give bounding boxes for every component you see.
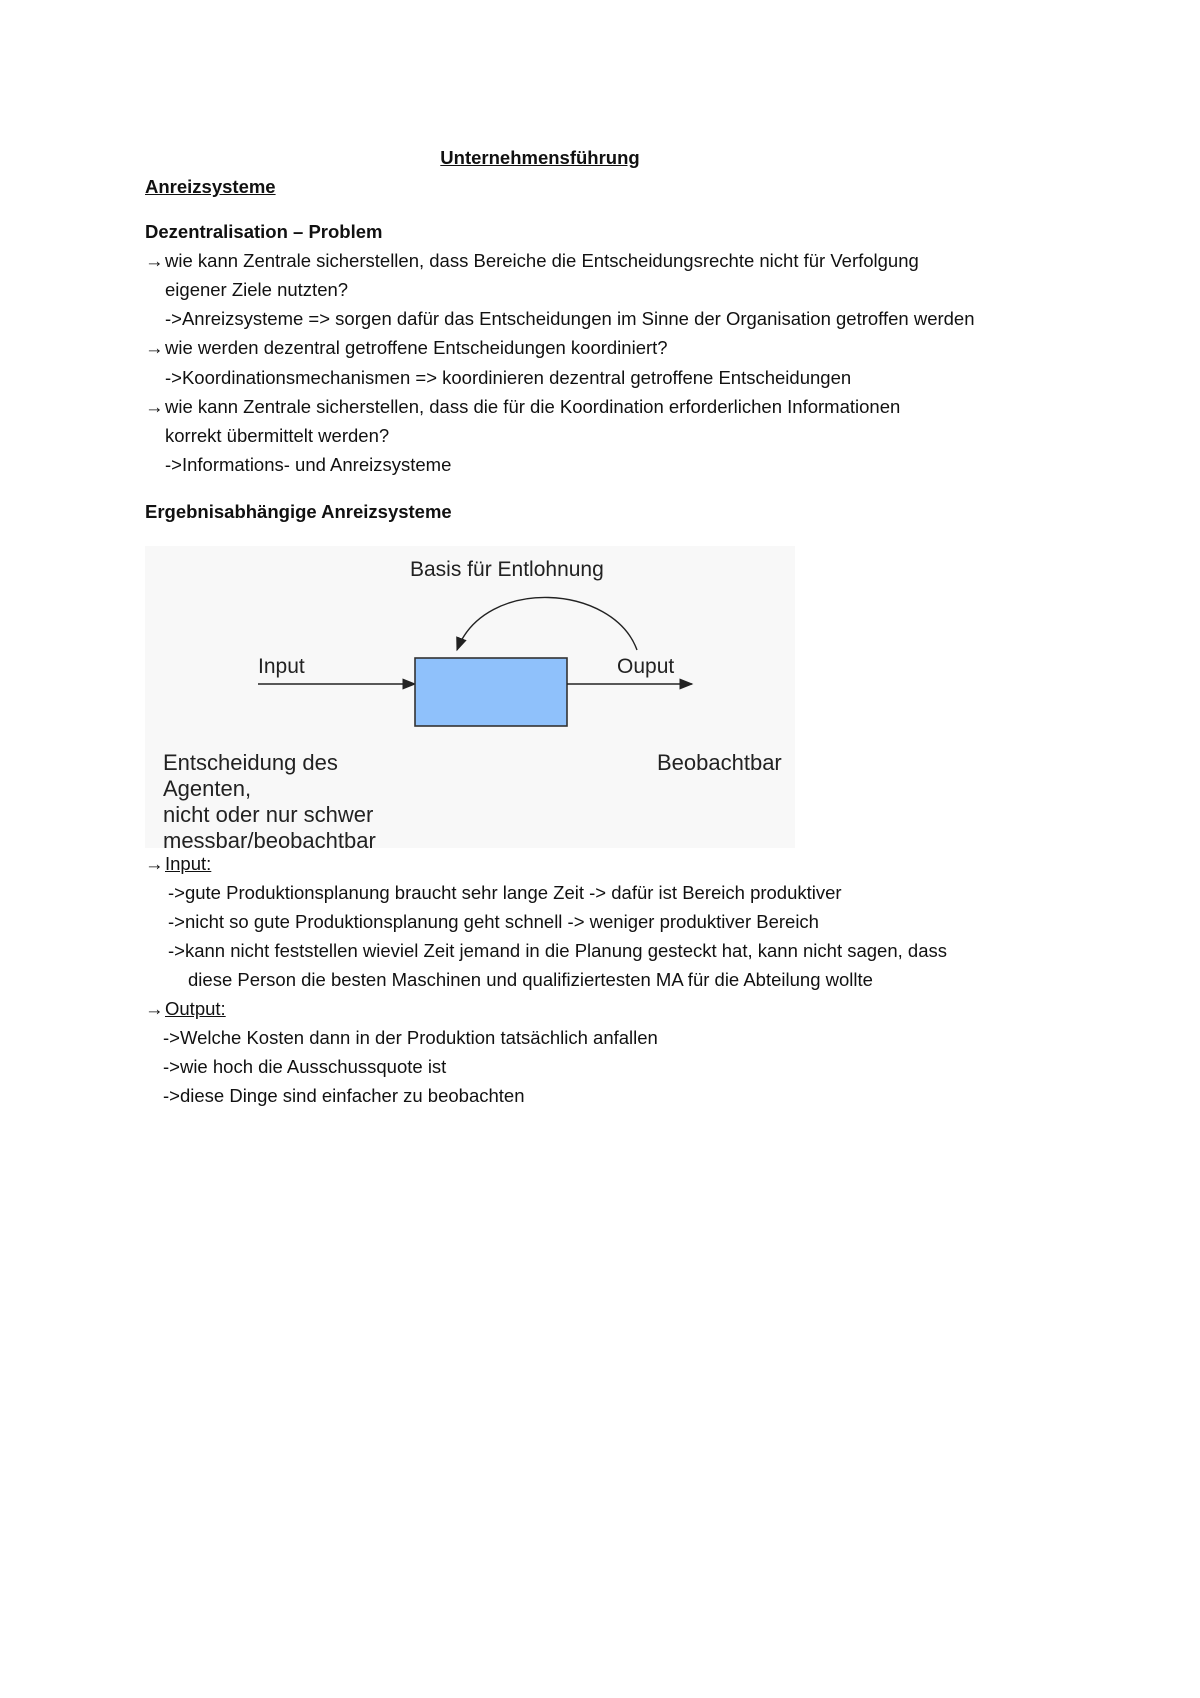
process-box: [415, 658, 567, 726]
text-line: ->diese Dinge sind einfacher zu beobachten: [163, 1085, 525, 1106]
heading-anreizsysteme: Anreizsysteme: [145, 176, 276, 197]
text-line: ->wie hoch die Ausschussquote ist: [163, 1056, 447, 1077]
text-line: eigener Ziele nutzten?: [165, 279, 349, 300]
output-heading: Output:: [165, 998, 226, 1019]
text-line: ->Anreizsysteme => sorgen dafür das Entscheidungen im Sinne der Organisation getroffen werden: [165, 308, 975, 329]
arrow-icon: →: [145, 853, 164, 874]
text-line: ->gute Produktionsplanung braucht sehr lange Zeit -> dafür ist Bereich produktiver: [168, 882, 842, 903]
text-line: diese Person die besten Maschinen und qualifiziertesten MA für die Abteilung wollte: [188, 969, 873, 990]
diagram-figure: [145, 546, 795, 848]
text-line: ->Koordinationsmechanismen => koordinieren dezentral getroffene Entscheidungen: [165, 367, 852, 388]
text-line: ->kann nicht feststellen wieviel Zeit jemand in die Planung gesteckt hat, kann nicht sagen, dass: [168, 940, 947, 961]
heading-ergebnisabhaengig: Ergebnisabhängige Anreizsysteme: [145, 501, 452, 522]
diagram-right-caption: Beobachtbar: [657, 750, 782, 775]
bullet-line: →wie werden dezentral getroffene Entscheidungen koordiniert?: [145, 337, 668, 358]
bullet-line: →wie kann Zentrale sicherstellen, dass die für die Koordination erforderlichen Informationen: [145, 396, 901, 417]
diagram-output-label: Ouput: [617, 655, 675, 678]
page-title: Unternehmensführung: [440, 147, 640, 168]
text-line: korrekt übermittelt werden?: [165, 425, 390, 446]
feedback-arc: [457, 597, 637, 650]
bullet-line: [145, 852, 211, 876]
arrow-icon: →: [145, 396, 164, 417]
text-line: ->nicht so gute Produktionsplanung geht schnell -> weniger produktiver Bereich: [168, 911, 819, 932]
bullet-line: [145, 997, 226, 1021]
text-line: ->Welche Kosten dann in der Produktion tatsächlich anfallen: [163, 1027, 658, 1048]
heading-dezentralisation: Dezentralisation – Problem: [145, 221, 383, 242]
input-heading: Input:: [165, 853, 212, 874]
arrow-icon: →: [145, 337, 164, 358]
diagram-left-caption-2: Agenten,: [163, 776, 252, 801]
diagram-left-caption-4: messbar/beobachtbar: [163, 828, 376, 848]
diagram-top-label: Basis für Entlohnung: [410, 558, 604, 581]
arrow-icon: →: [145, 998, 164, 1019]
bullet-line: →wie kann Zentrale sicherstellen, dass Bereiche die Entscheidungsrechte nicht für Verfolgung: [145, 250, 919, 271]
arrow-icon: →: [145, 250, 164, 271]
diagram-input-label: Input: [258, 655, 305, 678]
diagram-left-caption-1: Entscheidung des: [163, 750, 338, 775]
diagram-left-caption-3: nicht oder nur schwer: [163, 802, 374, 827]
text-line: ->Informations- und Anreizsysteme: [165, 454, 452, 475]
